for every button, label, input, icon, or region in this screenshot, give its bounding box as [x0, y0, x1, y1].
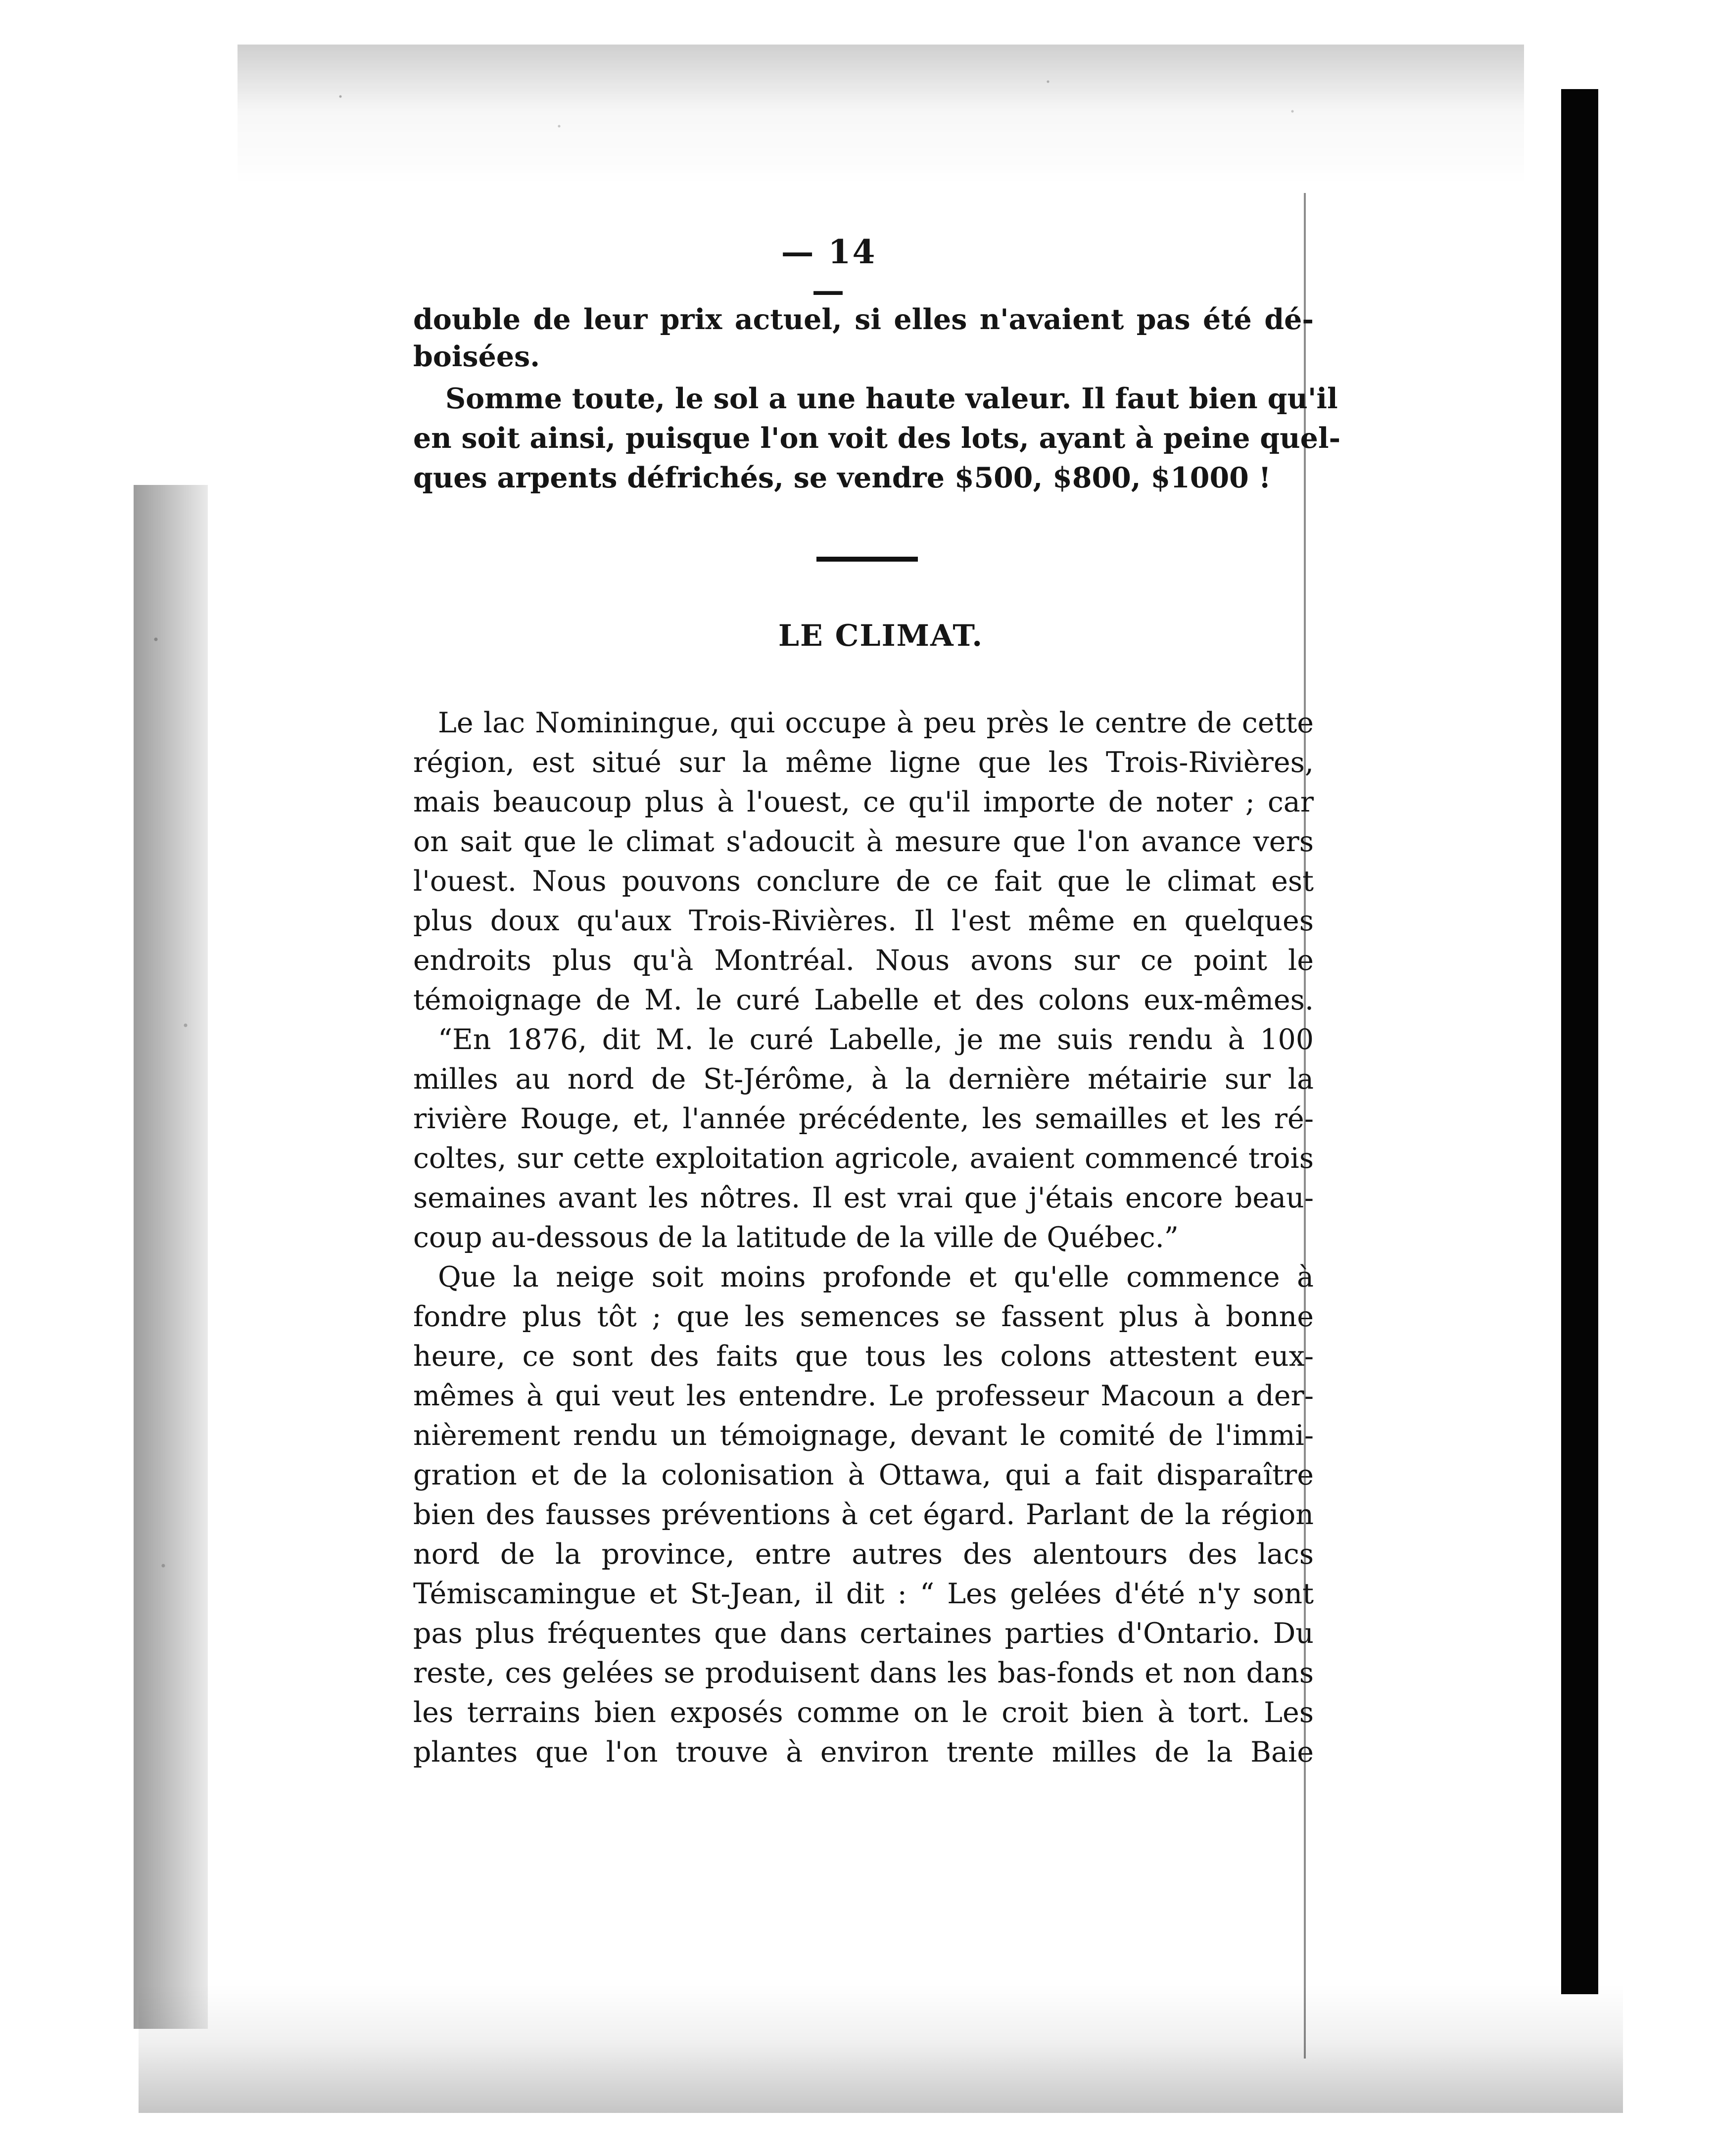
- text-line: endroits plus qu'à Montréal. Nous avons sur ce point le: [413, 944, 1314, 977]
- text-line: coup au-dessous de la latitude de la ville de Québec.”: [413, 1221, 1179, 1254]
- text-line: reste, ces gelées se produisent dans les bas-fonds et non dans: [413, 1657, 1314, 1689]
- text-line: les terrains bien exposés comme on le croit bien à tort. Les: [413, 1696, 1314, 1729]
- text-line: on sait que le climat s'adoucit à mesure que l'on avance vers: [413, 825, 1314, 858]
- text-line: en soit ainsi, puisque l'on voit des lots, ayant à peine quel-: [413, 422, 1341, 455]
- section-divider: [816, 557, 918, 562]
- text-line: nord de la province, entre autres des alentours des lacs: [413, 1538, 1314, 1571]
- text-line: coltes, sur cette exploitation agricole, avaient commencé trois: [413, 1142, 1314, 1175]
- text-line: gration et de la colonisation à Ottawa, qui a fait disparaître: [413, 1459, 1314, 1491]
- text-line: plantes que l'on trouve à environ trente milles de la Baie: [413, 1736, 1314, 1769]
- scan-bottom-noise: [139, 1984, 1623, 2113]
- page-number: — 14 —: [781, 233, 877, 310]
- text-line: Somme toute, le sol a une haute valeur. Il faut bien qu'il: [445, 382, 1338, 415]
- scan-left-edge: [134, 485, 208, 2029]
- section-heading: LE CLIMAT.: [778, 619, 984, 653]
- text-line: mêmes à qui veut les entendre. Le professeur Macoun a der-: [413, 1380, 1314, 1412]
- text-line: semaines avant les nôtres. Il est vrai que j'étais encore beau-: [413, 1182, 1314, 1214]
- text-line: mais beaucoup plus à l'ouest, ce qu'il importe de noter ; car: [413, 786, 1314, 818]
- text-line: Le lac Nominingue, qui occupe à peu près le centre de cette: [438, 707, 1314, 739]
- text-line: milles au nord de St-Jérôme, à la dernière métairie sur la: [413, 1063, 1314, 1096]
- text-line: Que la neige soit moins profonde et qu'elle commence à: [438, 1261, 1314, 1294]
- text-line: Témiscamingue et St-Jean, il dit : “ Les gelées d'été n'y sont: [413, 1578, 1314, 1610]
- text-line: boisées.: [413, 340, 540, 373]
- scan-noise-top: [238, 45, 1524, 193]
- text-line: pas plus fréquentes que dans certaines parties d'Ontario. Du: [413, 1617, 1314, 1650]
- text-line: heure, ce sont des faits que tous les colons attestent eux-: [413, 1340, 1314, 1373]
- text-line: rivière Rouge, et, l'année précédente, les semailles et les ré-: [413, 1102, 1314, 1135]
- text-line: “En 1876, dit M. le curé Labelle, je me suis rendu à 100: [438, 1023, 1314, 1056]
- text-line: nièrement rendu un témoignage, devant le comité de l'immi-: [413, 1419, 1314, 1452]
- text-line: double de leur prix actuel, si elles n'avaient pas été dé-: [413, 303, 1314, 336]
- scan-right-black-edge: [1561, 89, 1598, 1994]
- text-line: fondre plus tôt ; que les semences se fassent plus à bonne: [413, 1300, 1314, 1333]
- text-line: bien des fausses préventions à cet égard. Parlant de la région: [413, 1498, 1314, 1531]
- text-line: l'ouest. Nous pouvons conclure de ce fait que le climat est: [413, 865, 1314, 898]
- text-line: témoignage de M. le curé Labelle et des colons eux-mêmes.: [413, 984, 1314, 1016]
- text-line: région, est situé sur la même ligne que les Trois-Rivières,: [413, 746, 1314, 779]
- text-line: ques arpents défrichés, se vendre $500, $800, $1000 !: [413, 461, 1271, 494]
- text-line: plus doux qu'aux Trois-Rivières. Il l'est même en quelques: [413, 905, 1314, 937]
